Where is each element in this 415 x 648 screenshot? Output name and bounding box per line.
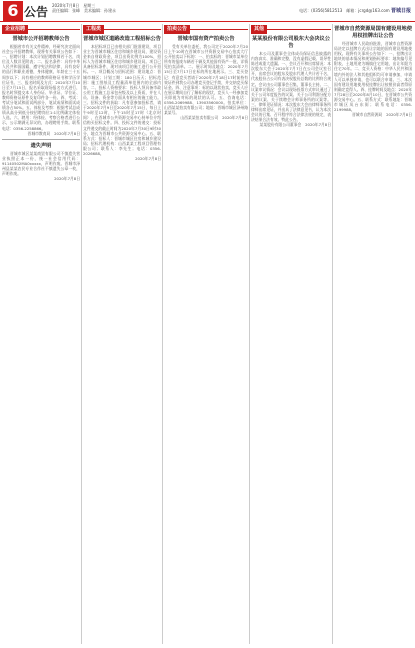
column-divider	[332, 24, 333, 644]
editors: 责任编辑：张峰 美术编辑：孙建永	[52, 8, 116, 13]
section-name: 公告	[24, 5, 49, 19]
section-banner	[2, 25, 80, 34]
section-banner-label: 企业招聘	[2, 25, 28, 34]
contact-info: 电话：(0356)5812513 邮箱：jcrgd@163.com	[299, 8, 390, 13]
issue-date: 2020年7月8日 星期三	[52, 3, 96, 8]
column-3	[164, 24, 248, 644]
notice-body: 经晋城市人民政府批准，晋城市自然资源局决定以挂牌方式出让宗地的国有建设用地使用权。现将有关事项公告如下：一、挂牌出让地块的基本情况和规划指标要求：地块编号见附表，土地用途为城镇住宅用地，出让年限为住宅70年。二、竞买人资格：中华人民共和国境内外的法人和其他组织均可申请参加，申请人可以单独申请，也可以联合申请。三、本次国有建设用地使用权挂牌出让按照价高者得原则确定竞得人。四、挂牌时间及地点：2020年7月28日至2020年8月10日，在晋城市公共资源交易中心。五、联系方式：联系地址：晋城市城区凤台东街；联系电话：0356-2199988。	[334, 41, 412, 113]
notice-signature: 晋城市教育局 2020年7月8日	[27, 130, 80, 136]
column-divider	[162, 24, 163, 644]
notice-body: 本公司及董事会全体成员保证信息披露的内容真实、准确和完整，没有虚假记载、误导性陈述或重大遗漏。一、会议召开和出席情况：本次股东大会于2020年7月7日在公司会议室召开，出席会议的股东及股东代理人共计若干名，代表股份占公司有表决权股份总数的比例符合规定。会议由公司董事会召集，董事长主持。二、议案审议情况：会议以现场投票方式审议通过了关于公司年度报告的议案、关于公司利润分配方案的议案、关于续聘会计师事务所的议案等。三、律师见证情况：本次股东大会由律师事务所律师出席见证，并出具了法律意见书，认为本次会议的召集、召开程序符合法律法规的规定，表决结果合法有效。特此公告。	[251, 51, 331, 123]
notice-title: 晋城市自然资源局国有建设用地使用权挂牌出让公告	[334, 26, 412, 39]
section-banner	[164, 25, 248, 34]
notice-signature: 某某股份有限公司董事会 2020年7月8日	[259, 122, 331, 128]
section-banner	[83, 25, 161, 34]
notice-body: 晋城市城区某某商贸有限公司不慎遗失营业执照正本一份，统一社会信用代码：91140502MA0xxxxx，声明作废。晋城市泽州县某某农民专业合作社不慎遗失公章一枚，声明作废。	[2, 150, 80, 177]
masthead	[0, 0, 415, 22]
notice-signature: 山西某某拍卖有限公司 2020年7月8日	[180, 115, 248, 121]
page-number: 6	[3, 1, 23, 21]
column-2	[83, 24, 161, 644]
notice-signature: 2020年7月8日	[54, 176, 80, 182]
masthead-meta	[52, 3, 116, 13]
section-banner	[251, 25, 331, 34]
column-5	[334, 24, 412, 644]
notice-title: 晋城市城区道路改造工程招标公告	[83, 36, 161, 42]
notice-signature: 晋城市自然资源局 2020年7月8日	[351, 112, 412, 118]
masthead-right	[299, 7, 411, 14]
notice-signature: 2020年7月8日	[135, 156, 161, 162]
notice-body: 受有关单位委托，我公司定于2020年7月20日上午10时在晋城市公共资源交易中心拍卖大厅公开拍卖以下标的：一、拍卖标的：晋城市某单位所有的报废车辆若干辆及其他国有资产一批，详情见拍卖清单。二、展示时间及地点：2020年7月15日至7月17日在标的所在地展示。三、竞买登记：有意竞买者请于2020年7月18日17时前持有效证件到我公司办理竞买登记手续，并交纳竞买保证金。四、注意事项：标的以现状拍卖，竞买人应在展示期间自行了解标的现状，竞买人一经参加竞买即视为对标的现状的认可。五、咨询电话：0356-2069988、13903560000。拍卖单位：山西某某拍卖有限公司；地址：晋城市城区泽州路某某号。	[164, 44, 248, 116]
notice-title: 晋城市国有资产拍卖公告	[177, 36, 235, 42]
column-4	[251, 24, 331, 644]
column-1	[2, 24, 80, 644]
notice-title: 晋城市公开招聘教师公告	[12, 36, 70, 42]
brand-logo: 晋城日报	[390, 8, 411, 14]
notice-body: 根据省市有关文件精神，经研究决定面向社会公开招聘教师，现将有关事项公告如下：一、招聘计划：本次计划招聘教师若干名，岗位及人数详见附表；二、报名条件：具有中华人民共和国国籍，遵守宪法和法律，具有良好的品行和职业道德，身体健康，年龄在三十五周岁以下；具有相应的教师资格证书和学历学位证书。三、报名时间及方式：2020年7月10日至7月15日，报名采取现场报名方式进行，报名时须提交本人身份证、毕业证、学位证、教师资格证原件及复印件各一份。四、考试：考试分笔试和面试两部分，笔试成绩和面试成绩各占50%。五、体检及考察：根据考试总成绩从高分到低分按招聘岗位1:1比例确定体检人选。六、聘用：经体检、考察合格者进行公示，公示期满无异议的，办理聘用手续。联系电话：0356-2258866。	[2, 44, 80, 131]
section-banner-label: 其他	[251, 25, 267, 34]
notice-body: 本招标项目已由相关部门批准建设，项目业主为晋城市城区住房和城乡建设局，建设资金来自财政资金，项目出资比例为100%，招标人为晋城市城区住房和城乡建设局。项目已具备招标条件，现对该项目的施工进行公开招标。一、项目概况与招标范围：建设地点：晋城市城区；计划工期：180日历天；招标范围：施工图纸及工程量清单范围内的全部内容。二、投标人资格要求：投标人须具备市政公用工程施工总承包叁级及以上资质，并在人员、设备、资金等方面具有相应的施工能力。三、招标文件的获取：凡有意参加投标者，请于2020年7月9日至2020年7月15日，每日上午9时至12时，下午15时至17时（北京时间），在晋城市公共资源交易中心持单位介绍信购买招标文件。四、投标文件的递交：投标文件递交的截止时间为2020年7月30日9时30分，地点为晋城市公共资源交易中心。五、联系方式：招标人：晋城市城区住房和城乡建设局；招标代理机构：山西某某工程项目管理有限公司；联系人：李先生；电话：0356-2026688。	[83, 44, 161, 156]
section-banner-label: 工程类	[83, 25, 104, 34]
column-divider	[249, 24, 250, 644]
masthead-rule	[0, 21, 415, 22]
notice-title: 遗失声明	[30, 142, 52, 149]
column-divider	[81, 24, 82, 644]
notice-title: 某某股份有限公司股东大会决议公告	[252, 36, 330, 49]
section-banner-label: 拍卖公告	[164, 25, 190, 34]
